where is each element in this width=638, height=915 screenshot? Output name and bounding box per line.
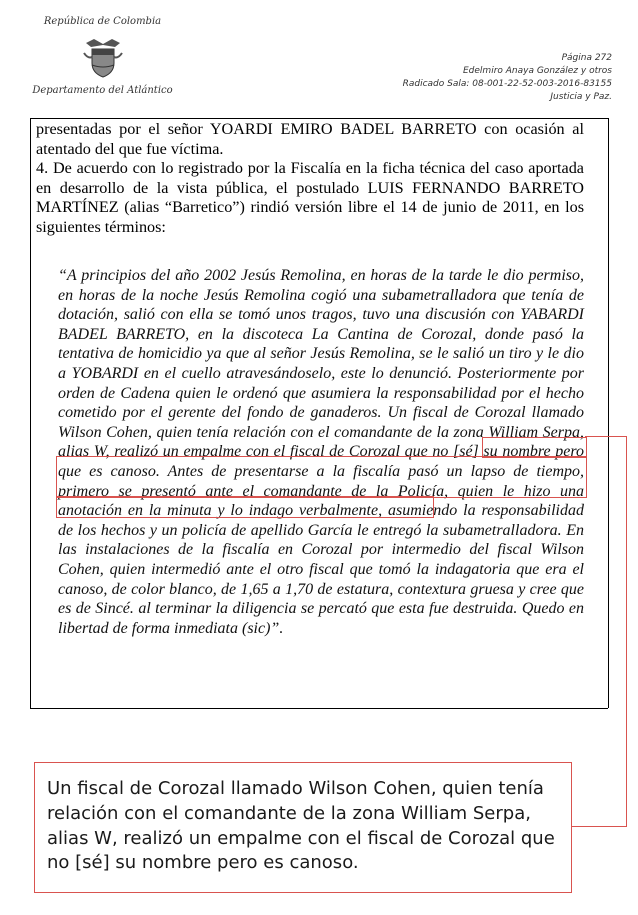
quote-before: “A principios del año 2002 Jesús Remolina, en horas de la tarde le dio permiso, en horas de la noche Jesús Remolina cogió una subametralladora que tenía de dotación, salió con ella se tomó unos tragos, tuvo una discusión con YABARDI BADEL BARRETO, en la discoteca La Cantina de Corozal, donde pasó la tentativa de homicidio ya que al señor Jesús Remolina, se le salió un tiro y le dio a YOBARDI en el cuello atravesándoselo, este lo denunció. Posteriormente por orden de Cadena quien le ordenó que asumiera la responsabilidad por el hecho cometido por el gerente del fondo de ganaderos. (58, 267, 584, 422)
page-border-top (30, 118, 608, 119)
callout-text: Un fiscal de Corozal llamado Wilson Cohen, quien tenía relación con el comandante de la zona William Serpa, alias W, realizó un empalme con el fiscal de Corozal que no [sé] su nombre pero es canoso. (47, 778, 555, 874)
case-reference (403, 52, 612, 104)
republic-label: República de Colombia (43, 16, 162, 27)
connector-line-top (585, 436, 627, 437)
letterhead (30, 10, 175, 96)
highlight-box-3 (56, 496, 434, 518)
callout-box (34, 762, 572, 893)
quote-after: Antes de presentarse a la fiscalía pasó un lapso de tiempo, primero se presentó ante el comandante de la Policía, quien le hizo una anotación en la minuta y lo indago verbalmente, asumiendo la responsabilidad de los hechos y un policía de apellido García le entregó la subametralladora. En las instalaciones de la fiscalía en Corozal por intermedio del fiscal Wilson Cohen, quien intermedió ante el otro fiscal que tomó la indagatoria que era el canoso, de color blanco, de 1,65 a 1,70 de estatura, contextura gruesa y cree que es de Sincé. al terminar la diligencia se percató que esta fue destruida. Quedo en libertad de forma inmediata (sic)”. (58, 462, 584, 637)
page-border-left (30, 118, 31, 708)
paragraph-intro: presentadas por el señor YOARDI EMIRO BADEL BARRETO con ocasión al atentado del que fue víctima. (36, 120, 584, 158)
page-border-bottom (30, 708, 608, 709)
connector-line-bottom (572, 826, 627, 827)
highlight-box-2 (56, 456, 587, 498)
paragraph-4: 4. De acuerdo con lo registrado por la Fiscalía en la ficha técnica del caso aportada en desarrollo de la vista pública, el postulado LUIS FERNANDO BARRETO MARTÍNEZ (alias “Barretico”) rindió versión libre el 14 de junio de 2011, en los siguientes términos: (36, 159, 584, 236)
body-text (36, 120, 584, 237)
connector-line-vertical (626, 436, 627, 826)
case-parties: Edelmiro Anaya González y otros (462, 66, 612, 76)
radicado-number: Radicado Sala: 08-001-22-52-003-2016-83155 (402, 79, 612, 89)
quote-highlight: Un fiscal de Corozal llamado Wilson Cohen, quien tenía relación con el comandante de la zona William Serpa, alias W, realizó un empalme con el fiscal de Corozal que no [sé] su nombre pero que es canoso. (58, 404, 585, 480)
coat-of-arms-icon (82, 35, 124, 79)
jurisdiction: Justicia y Paz. (550, 92, 612, 102)
highlight-box-1 (482, 437, 587, 458)
department-label: Departamento del Atlántico (32, 85, 173, 96)
page-number: Página 272 (561, 53, 612, 63)
page-border-right (608, 118, 609, 708)
